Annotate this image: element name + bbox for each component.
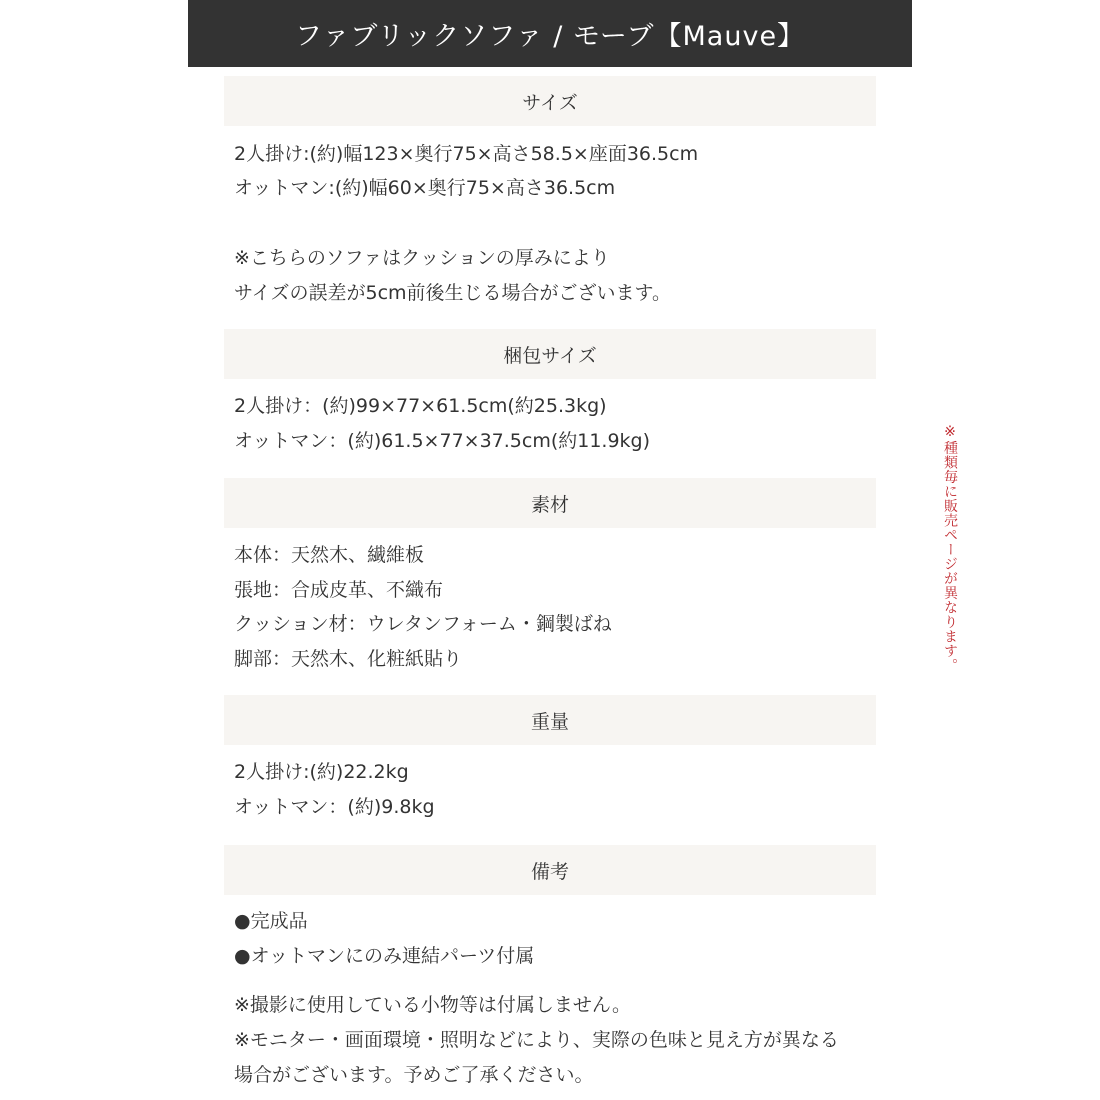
material-line: 本体：天然木、繊維板: [234, 544, 425, 566]
material-line: クッション材：ウレタンフォーム・鋼製ばね: [234, 613, 612, 635]
remarks-note-line: ※撮影に使用している小物等は付属しません。: [234, 994, 632, 1016]
size-note-line: ※こちらのソファはクッションの厚みにより: [234, 247, 610, 269]
section-heading-weight: 重量: [224, 695, 876, 745]
material-line: 脚部：天然木、化粧紙貼り: [234, 648, 463, 670]
remarks-note-line: ※モニター・画面環境・照明などにより、実際の色味と見え方が異なる: [234, 1029, 839, 1051]
size-note-line: サイズの誤差が5cm前後生じる場合がございます。: [234, 282, 672, 304]
remarks-line: ●完成品: [234, 910, 308, 932]
size-line: オットマン:(約)幅60×奥行75×高さ36.5cm: [234, 177, 616, 199]
weight-line: オットマン：(約)9.8kg: [234, 796, 435, 818]
material-line: 張地：合成皮革、不織布: [234, 579, 444, 601]
section-heading-remarks: 備考: [224, 845, 876, 895]
section-heading-material: 素材: [224, 478, 876, 528]
packaging-line: オットマン：(約)61.5×77×37.5cm(約11.9kg): [234, 430, 651, 452]
size-line: 2人掛け:(約)幅123×奥行75×高さ58.5×座面36.5cm: [234, 143, 699, 165]
header-bar: [188, 0, 912, 67]
remarks-note-line: 場合がございます。予めご了承ください。: [234, 1064, 594, 1086]
remarks-line: ●オットマンにのみ連結パーツ付属: [234, 945, 535, 967]
section-heading-packaging: 梱包サイズ: [224, 329, 876, 379]
packaging-line: 2人掛け：(約)99×77×61.5cm(約25.3kg): [234, 395, 607, 417]
page-title: ファブリックソファ / モーブ【Mauve】: [294, 21, 806, 52]
weight-line: 2人掛け:(約)22.2kg: [234, 761, 409, 783]
side-note: ※種類毎に販売ページが異なります。: [942, 424, 958, 673]
section-heading-size: サイズ: [224, 76, 876, 126]
